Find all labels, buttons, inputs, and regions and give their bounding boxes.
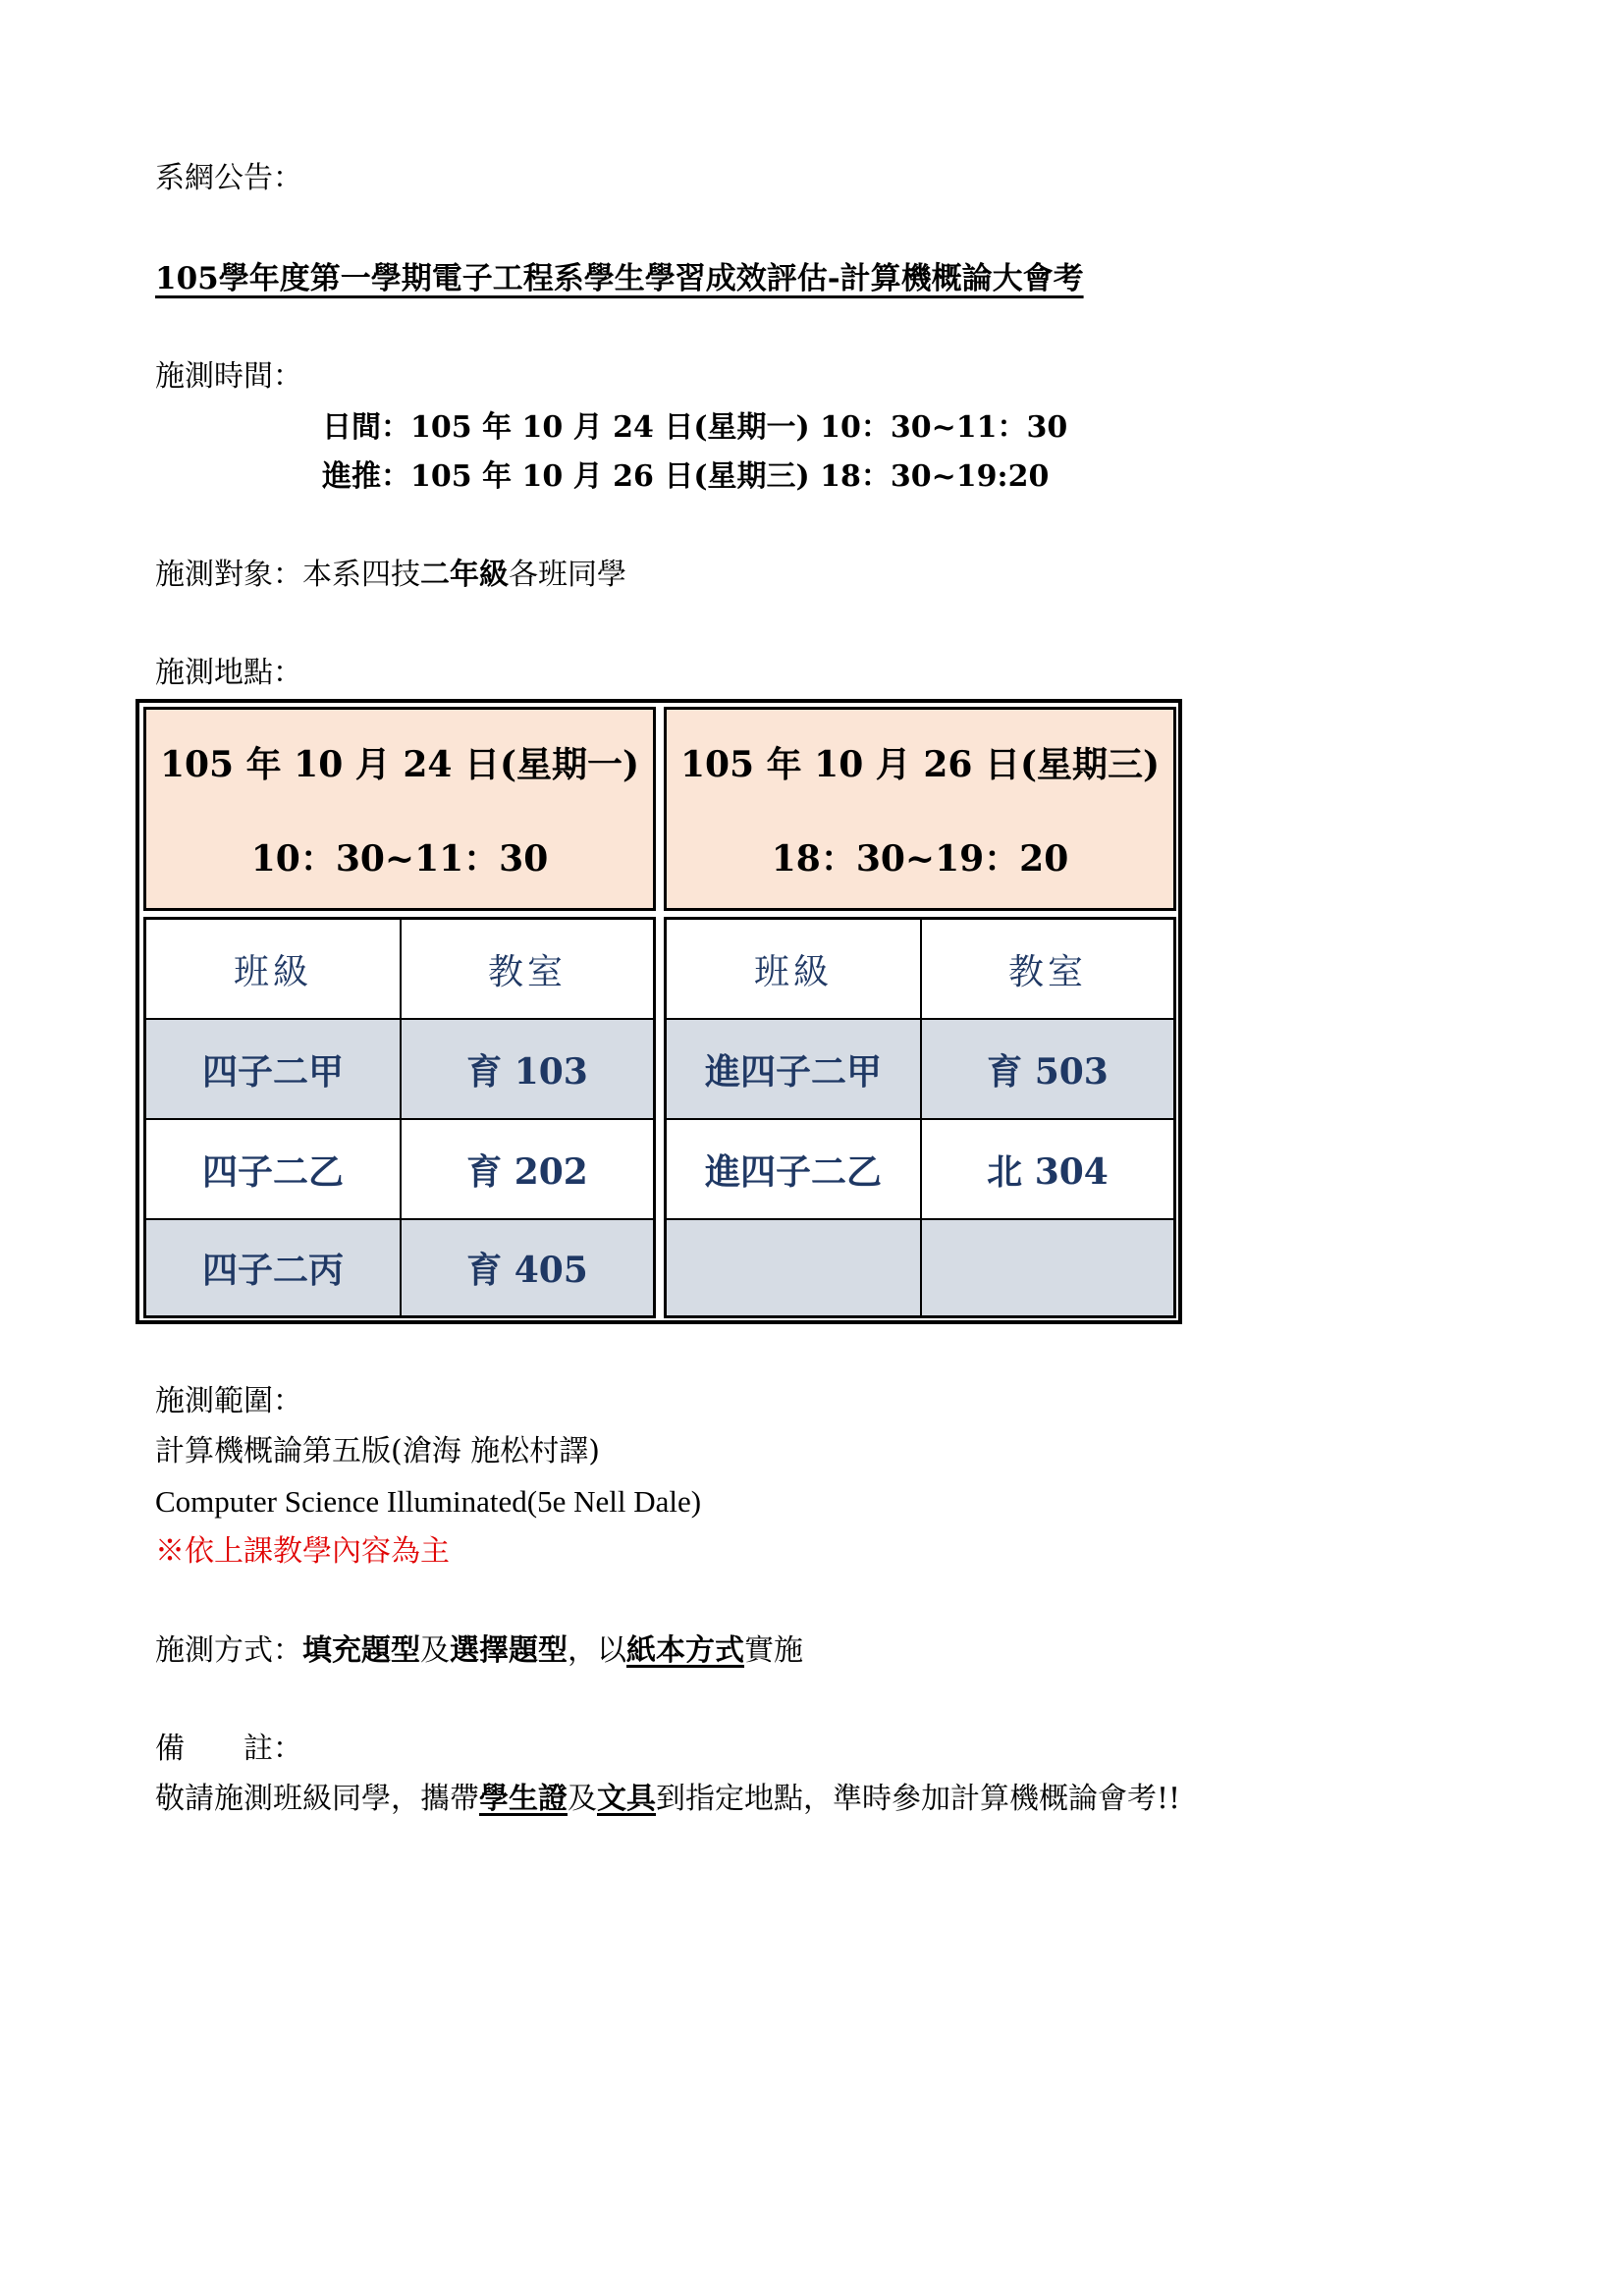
target-line [155,556,626,595]
left-header [143,707,656,911]
night-time: 105 年 10 月 26 日(星期三) 18：30~19:20 [410,459,1050,494]
right-col-class: 班級 [667,920,922,1020]
right-time: 18：30~19：20 [771,838,1069,880]
header-label: 系網公告： [155,161,302,195]
remark-pre: 敬請施測班級同學，攜帶 [155,1782,479,1816]
right-row-1-class: 進四子二甲 [667,1020,922,1120]
scope-note: ※依上課教學內容為主 [155,1534,450,1569]
day-prefix: 日間： [322,410,410,445]
left-time: 10：30~11：30 [250,838,549,880]
scope-book-en: Computer Science Illuminated(5e Nell Dale) [155,1484,702,1519]
method-fill: 填充題型 [302,1633,420,1668]
scope-label: 施測範圍： [155,1384,302,1418]
remark-line [155,1780,1180,1819]
left-row-1-room: 育 103 [402,1020,653,1120]
method-label: 施測方式： [155,1633,302,1668]
remark-and: 及 [568,1782,597,1816]
remark-post: 到指定地點，準時參加計算機概論會考!! [656,1782,1181,1816]
target-pre: 本系四技 [302,558,420,592]
right-row-2-class: 進四子二乙 [667,1120,922,1220]
left-col-room: 教室 [402,920,653,1020]
method-line [155,1631,803,1671]
left-row-2-room: 育 202 [402,1120,653,1220]
right-row-3-room [922,1220,1173,1315]
left-row-3-class: 四子二丙 [146,1220,402,1315]
target-label: 施測對象： [155,558,302,592]
target-post: 各班同學 [509,558,626,592]
right-body [664,917,1176,1318]
method-paper: 紙本方式 [626,1633,744,1668]
method-mid: ，以 [568,1633,626,1668]
right-row-1-room: 育 503 [922,1020,1173,1120]
night-session [322,457,1049,497]
night-prefix: 進推： [322,459,410,494]
remark-label: 備 註： [155,1732,302,1766]
day-time: 105 年 10 月 24 日(星期一) 10：30~11：30 [410,410,1068,445]
left-date: 105 年 10 月 24 日(星期一) [159,744,640,785]
left-body [143,917,656,1318]
location-table [135,699,1182,1324]
right-date: 105 年 10 月 26 日(星期三) [679,744,1161,785]
method-post: 實施 [744,1633,803,1668]
left-row-1-class: 四子二甲 [146,1020,402,1120]
right-col-room: 教室 [922,920,1173,1020]
left-col-class: 班級 [146,920,402,1020]
left-row-3-room: 育 405 [402,1220,653,1315]
method-and: 及 [420,1633,450,1668]
page-title: 105學年度第一學期電子工程系學生學習成效評估-計算機概論大會考 [155,261,1084,296]
remark-student-id: 學生證 [479,1782,568,1816]
method-choice: 選擇題型 [450,1633,568,1668]
remark-stationery: 文具 [597,1782,656,1816]
left-row-2-class: 四子二乙 [146,1120,402,1220]
right-header [664,707,1176,911]
day-session [322,408,1067,448]
scope-book-zh: 計算機概論第五版(滄海 施松村譯) [155,1434,600,1468]
location-label: 施測地點： [155,656,302,690]
target-emph: 二年級 [420,558,509,592]
right-row-3-class [667,1220,922,1315]
right-row-2-room: 北 304 [922,1120,1173,1220]
time-label: 施測時間： [155,359,302,394]
